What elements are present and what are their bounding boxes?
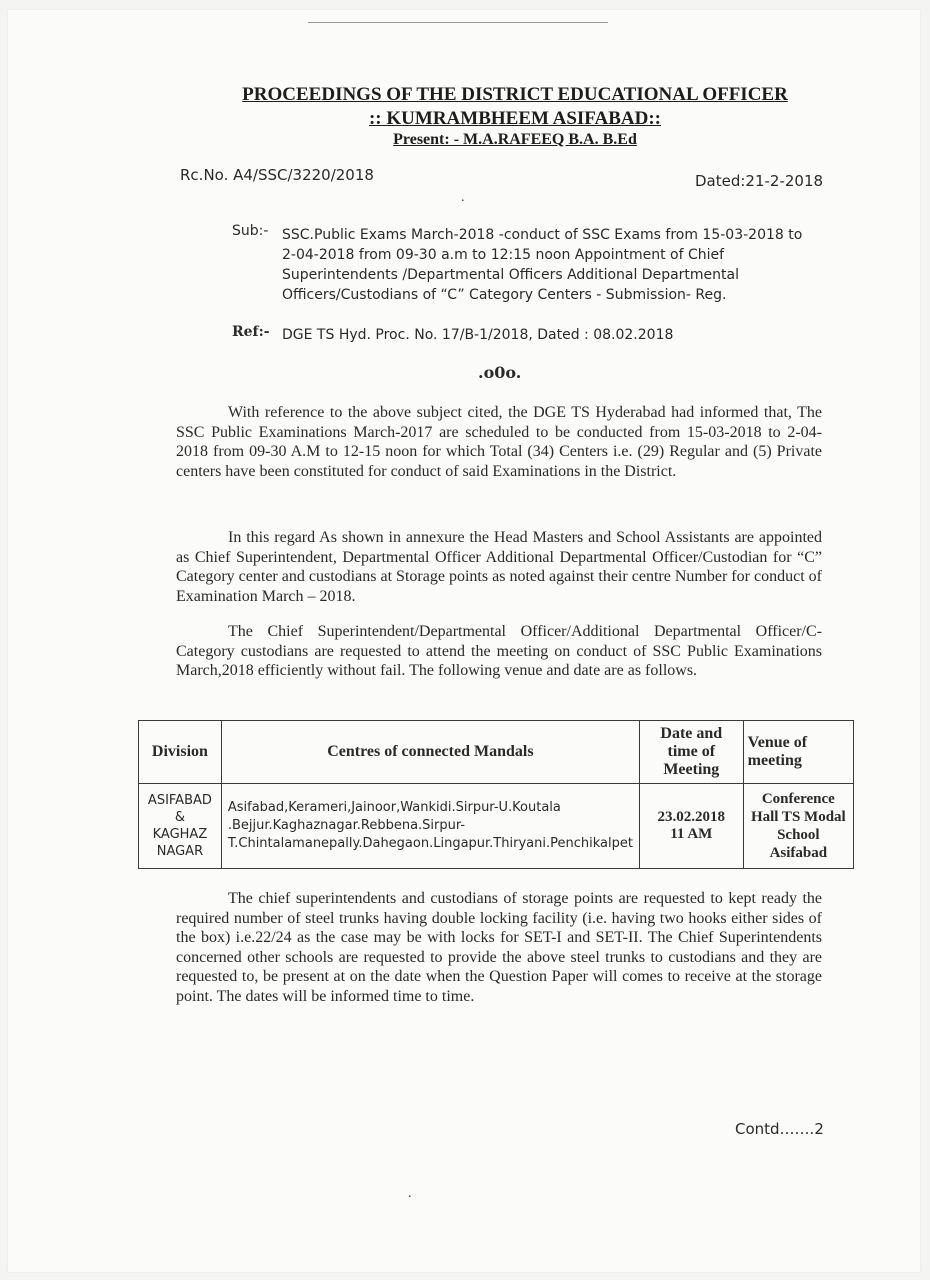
title-line-2: :: KUMRAMBHEEM ASIFABAD:: (368, 108, 661, 129)
paragraph-1 (176, 403, 822, 481)
continued-marker: Contd…….2 (735, 1120, 824, 1138)
division-cell (139, 784, 222, 869)
division-line: NAGAR (156, 844, 204, 859)
header-date: Date and time of Meeting (639, 721, 743, 784)
title-line-1: PROCEEDINGS OF THE DISTRICT EDUCATIONAL OFFICER (242, 84, 788, 105)
table-row (139, 784, 854, 869)
meeting-date: 23.02.2018 (657, 809, 726, 825)
meeting-table (138, 720, 854, 869)
header-venue: Venue of meeting (743, 721, 853, 784)
scan-speck: . (461, 190, 465, 205)
subject-text: SSC.Public Exams March-2018 -conduct of SSC Exams from 15-03-2018 to 2-04-2018 from 09-30 a.m to 12:15 noon Appointment of Chief Superintendents /Departmental Officers Additional Departmental Officers/Custodians of “C” Category Centers - Submission- Reg. (282, 227, 803, 303)
table-header-row (139, 721, 854, 784)
scan-speck: . (408, 1186, 412, 1201)
present-line: Present: - M.A.RAFEEQ B.A. B.Ed (393, 131, 637, 148)
paragraph-4-text: The chief superintendents and custodians of storage points are requested to kept ready the required number of steel trunks having double locking facility (i.e. having two hooks either sides of the box) i.e.22/24 as the case may be with locks for SET-I and SET-II. The Chief Superintendents concerned other schools are requested to provide the above steel trunks to custodians and they are requested to, be present at on the date when the Question Paper will comes to receive at the storage point. The dates will be informed time to time. (176, 890, 822, 1005)
venue-cell: Conference Hall TS Modal School Asifabad (743, 784, 853, 869)
reference-label: Ref:- (232, 324, 270, 340)
paragraph-2 (176, 528, 822, 606)
section-separator: .o0o. (478, 363, 522, 382)
document-date: Dated:21-2-2018 (695, 172, 824, 190)
paragraph-2-text: In this regard As shown in annexure the Head Masters and School Assistants are appointed as Chief Superintendent, Departmental Officer Additional Departmental Officer/Custodian for “C” Category center and custodians at Storage points as noted against their centre Number for conduct of Examination March – 2018. (176, 529, 822, 605)
mandals-cell: Asifabad,Kerameri,Jainoor,Wankidi.Sirpur-U.Koutala .Bejjur.Kaghaznagar.Rebbena.Sirpur-T.Chintalamanepally.Dahegaon.Lingapur.Thiryani.Penchikalpet (221, 784, 639, 869)
division-line: KAGHAZ (152, 827, 208, 842)
header-division: Division (139, 721, 222, 784)
header-mandals: Centres of connected Mandals (221, 721, 639, 784)
paragraph-3-text: The Chief Superintendent/Departmental Officer/Additional Departmental Officer/C-Category custodians are requested to attend the meeting on conduct of SSC Public Examinations March,2018 efficiently without fail. The following venue and date are as follows. (176, 623, 822, 679)
paragraph-4 (176, 889, 822, 1006)
division-line: ASIFABAD (147, 793, 212, 808)
subject-label: Sub:- (232, 223, 269, 239)
paragraph-1-text: With reference to the above subject cited, the DGE TS Hyderabad had informed that, The SSC Public Examinations March-2017 are scheduled to be conducted from 15-03-2018 to 2-04-2018 from 09-30 A.M to 12-15 noon for which Total (34) Centers i.e. (29) Regular and (5) Private centers have been constituted for conduct of said Examinations in the District. (176, 404, 822, 480)
date-cell (639, 784, 743, 869)
meeting-time: 11 AM (670, 826, 713, 842)
reference-text: DGE TS Hyd. Proc. No. 17/B-1/2018, Dated : 08.02.2018 (282, 327, 674, 343)
reference-number: Rc.No. A4/SSC/3220/2018 (180, 166, 374, 184)
division-line: & (174, 810, 185, 825)
paragraph-3 (176, 622, 822, 681)
scan-edge-line (308, 22, 608, 23)
